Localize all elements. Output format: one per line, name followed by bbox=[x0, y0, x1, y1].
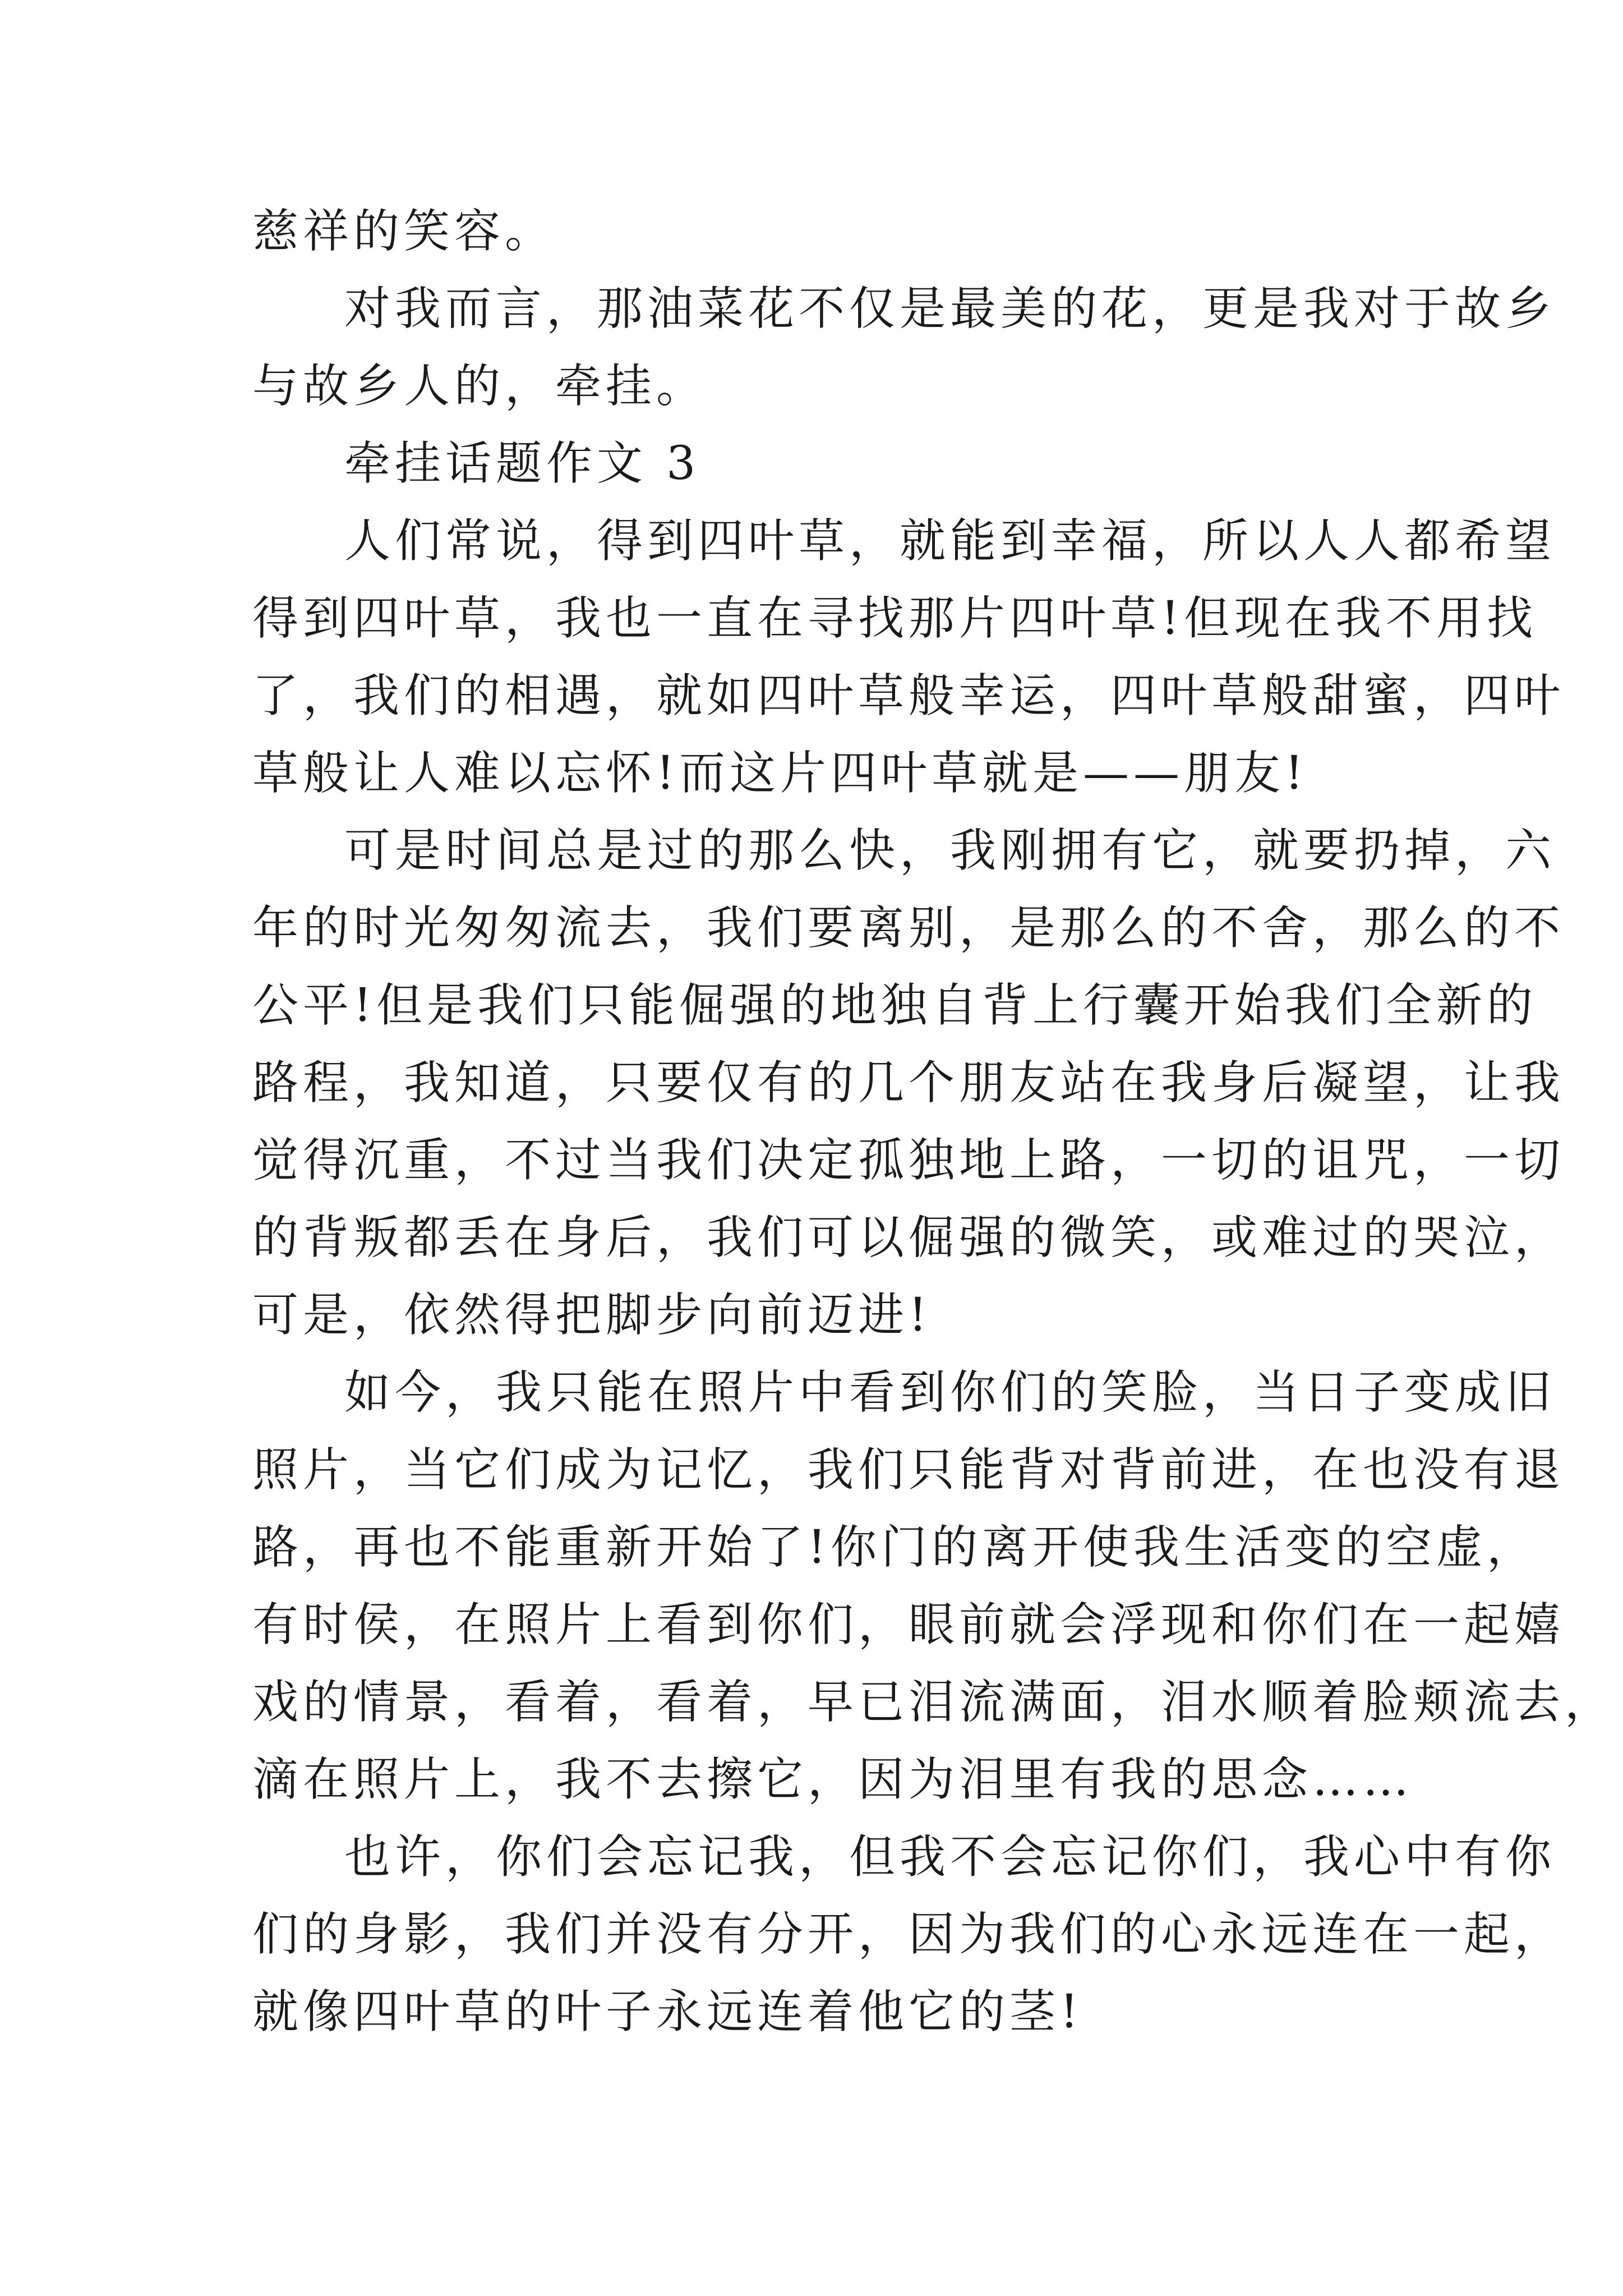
text-line: 草般让人难以忘怀!而这片四叶草就是——朋友! bbox=[252, 747, 1308, 800]
text-line: 路，再也不能重新开始了!你门的离开使我生活变的空虚， bbox=[252, 1521, 1537, 1574]
text-line: 有时侯，在照片上看到你们，眼前就会浮现和你们在一起嬉 bbox=[252, 1598, 1565, 1651]
text-line: 滴在照片上，我不去擦它，因为泪里有我的思念…… bbox=[252, 1753, 1414, 1806]
document-body bbox=[252, 193, 1616, 2051]
text-line: 也许，你们会忘记我，但我不会忘记你们，我心中有你 bbox=[344, 1830, 1556, 1884]
text-line: 的背叛都丢在身后，我们可以倔强的微笑，或难过的哭泣， bbox=[252, 1211, 1565, 1264]
text-line: 可是时间总是过的那么快，我刚拥有它，就要扔掉，六 bbox=[344, 824, 1556, 877]
section-title: 牵挂话题作文 3 bbox=[344, 437, 700, 490]
text-line: 公平!但是我们只能倔强的地独自背上行囊开始我们全新的 bbox=[252, 979, 1537, 1032]
text-line: 了，我们的相遇，就如四叶草般幸运，四叶草般甜蜜，四叶 bbox=[252, 669, 1565, 723]
text-line: 觉得沉重，不过当我们决定孤独地上路，一切的诅咒，一切 bbox=[252, 1134, 1565, 1187]
text-line: 就像四叶草的叶子永远连着他它的茎! bbox=[252, 1985, 1083, 2039]
text-line: 与故乡人的，牵挂。 bbox=[252, 360, 707, 413]
text-line: 可是，依然得把脚步向前迈进! bbox=[252, 1289, 932, 1342]
text-line: 得到四叶草，我也一直在寻找那片四叶草!但现在我不用找 bbox=[252, 592, 1537, 645]
text-line: 对我而言，那油菜花不仅是最美的花，更是我对于故乡 bbox=[344, 282, 1556, 335]
text-line: 人们常说，得到四叶草，就能到幸福，所以人人都希望 bbox=[344, 514, 1556, 568]
text-line: 们的身影，我们并没有分开，因为我们的心永远连在一起， bbox=[252, 1908, 1565, 1961]
text-line: 慈祥的笑容。 bbox=[252, 205, 556, 258]
text-line: 照片，当它们成为记忆，我们只能背对背前进，在也没有退 bbox=[252, 1443, 1565, 1497]
text-line: 戏的情景，看着，看着，早已泪流满面，泪水顺着脸颊流去， bbox=[252, 1676, 1616, 1729]
text-line: 路程，我知道，只要仅有的几个朋友站在我身后凝望，让我 bbox=[252, 1056, 1565, 1110]
text-line: 年的时光匆匆流去，我们要离别，是那么的不舍，那么的不 bbox=[252, 901, 1565, 955]
text-line: 如今，我只能在照片中看到你们的笑脸，当日子变成旧 bbox=[344, 1366, 1556, 1419]
